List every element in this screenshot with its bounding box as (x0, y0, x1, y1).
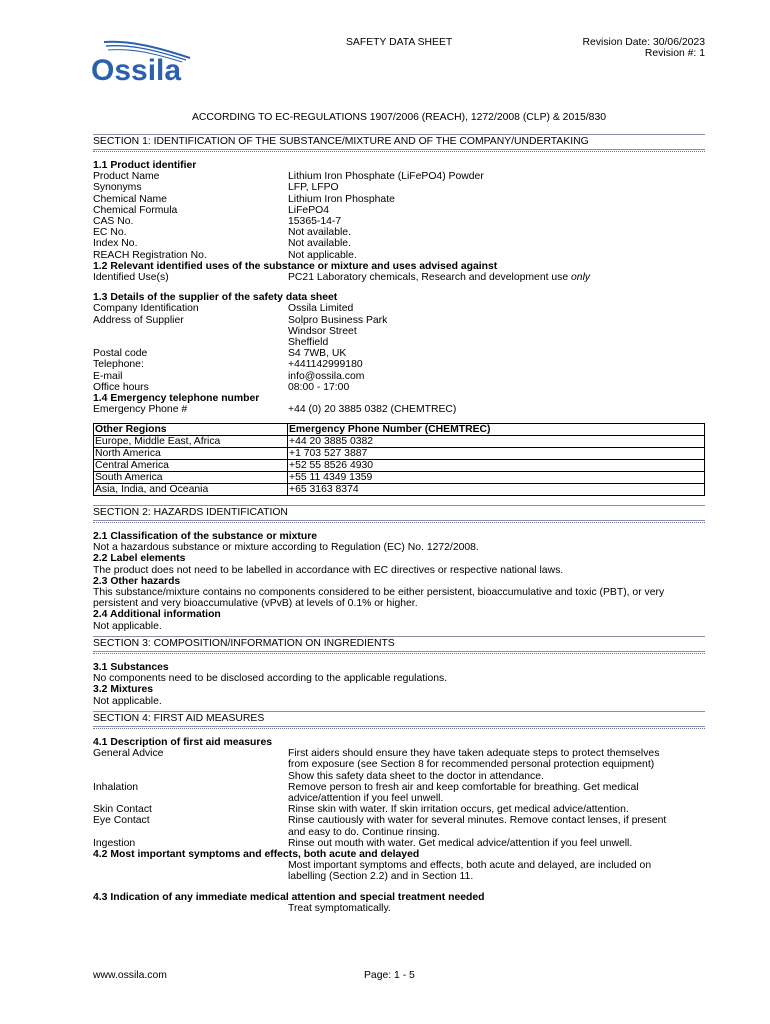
subsection-heading: 2.2 Label elements (93, 553, 186, 565)
revision-info (583, 37, 705, 59)
paragraph: This substance/mixture contains no components considered to be either persistent, bioaccumulative and toxic (PBT), or very (93, 587, 665, 599)
list-item: Postal code S4 7WB, UK (93, 348, 347, 360)
table-row: Asia, India, and Oceania +65 3163 8374 (94, 484, 705, 496)
list-item: Synonyms LFP, LFPO (93, 182, 339, 194)
subsection-heading: 1.1 Product identifier (93, 160, 197, 171)
regulations-line: ACCORDING TO EC-REGULATIONS 1907/2006 (REACH), 1272/2008 (CLP) & 2015/830 (191, 112, 607, 123)
paragraph: Not a hazardous substance or mixture according to Regulation (EC) No. 1272/2008. (93, 542, 479, 554)
identified-uses-row: Identified Use(s) PC21 Laboratory chemicals, Research and development use only (93, 272, 591, 284)
table-row: Europe, Middle East, Africa +44 20 3885 0382 (94, 436, 705, 448)
address-row: Address of Supplier Solpro Business Park Windsor Street Sheffield (93, 314, 388, 349)
paragraph: Not applicable. (93, 695, 162, 707)
list-item: Chemical Formula LiFePO4 (93, 204, 330, 216)
subsection-heading: 4.3 Indication of any immediate medical attention and special treatment needed (93, 891, 485, 903)
skin-contact-row: Skin Contact Rinse skin with water. If skin irritation occurs, get medical advice/attention. (93, 804, 629, 816)
subsection-heading: 4.1 Description of first aid measures (93, 737, 273, 748)
paragraph: No components need to be disclosed according to the applicable regulations. (93, 673, 448, 685)
subsection-heading: 3.1 Substances (93, 662, 169, 673)
paragraph: The product does not need to be labelled in accordance with EC directives or respective national laws. (93, 564, 564, 576)
footer-website: www.ossila.com (93, 970, 167, 981)
list-item: E-mail info@ossila.com (93, 370, 365, 382)
subsection-heading: 1.3 Details of the supplier of the safety data sheet (93, 292, 338, 304)
list-item: Office hours 08:00 - 17:00 (93, 381, 350, 393)
company-row: Company Identification Ossila Limited (93, 303, 354, 315)
section-2 (93, 505, 705, 632)
section-title: SECTION 2: HAZARDS IDENTIFICATION (93, 505, 705, 521)
eye-contact-row: Eye Contact Rinse cautiously with water for several minutes. Remove contact lenses, if present and easy to do. Continue rinsing. (93, 815, 667, 838)
paragraph: Not applicable. (93, 620, 162, 632)
subsection-heading: 2.4 Additional information (93, 609, 221, 621)
logo-text: Ossila (91, 54, 182, 82)
list-item: REACH Registration No. Not applicable. (93, 249, 357, 261)
subsection-heading: 2.3 Other hazards (93, 575, 181, 587)
table-row: North America +1 703 527 3887 (94, 448, 705, 460)
section-title: SECTION 3: COMPOSITION/INFORMATION ON INGREDIENTS (93, 636, 705, 652)
revision-date: Revision Date: 30/06/2023 (582, 37, 705, 48)
list-item: Index No. Not available. (93, 238, 351, 250)
section-3 (93, 636, 705, 707)
ingestion-row: Ingestion Rinse out mouth with water. Get medical advice/attention if you feel unwell. (93, 837, 633, 849)
table-row: Central America +52 55 8526 4930 (94, 460, 705, 472)
list-item: EC No. Not available. (93, 227, 351, 239)
footer-page-number: Page: 1 - 5 (364, 970, 415, 981)
doc-title: SAFETY DATA SHEET (346, 37, 453, 48)
supplier-list (93, 348, 705, 393)
revision-number: Revision #: 1 (644, 48, 705, 60)
list-item: CAS No. 15365-14-7 (93, 216, 342, 228)
paragraph: persistent and very bioaccumulative (vPvB) at levels of 0.1% or higher. (93, 598, 418, 610)
subsection-heading: 1.2 Relevant identified uses of the substance or mixture and uses advised against (93, 260, 498, 272)
subsection-heading: 4.2 Most important symptoms and effects, both acute and delayed (93, 849, 420, 861)
table-header-row: Other Regions Emergency Phone Number (CHEMTREC) (94, 424, 705, 436)
logo-swoosh-icon (90, 38, 200, 82)
product-identifier-list (93, 171, 705, 261)
ossila-logo (90, 38, 200, 82)
table-row: South America +55 11 4349 1359 (94, 472, 705, 484)
section-title: SECTION 1: IDENTIFICATION OF THE SUBSTANCE/MIXTURE AND OF THE COMPANY/UNDERTAKING (93, 134, 705, 150)
emergency-regions-table (93, 423, 705, 496)
list-item: Product Name Lithium Iron Phosphate (LiFePO4) Powder (93, 171, 484, 183)
subsection-heading: 2.1 Classification of the substance or mixture (93, 531, 318, 542)
list-item: Telephone: +441142999180 (93, 359, 363, 371)
subsection-heading: 3.2 Mixtures (93, 684, 154, 696)
section-1 (93, 134, 705, 496)
emergency-phone-row: Emergency Phone # +44 (0) 20 3885 0382 (CHEMTREC) (93, 404, 457, 416)
list-item: Chemical Name Lithium Iron Phosphate (93, 193, 395, 205)
subsection-heading: 1.4 Emergency telephone number (93, 393, 260, 405)
treatment-row: Treat symptomatically. (288, 902, 391, 914)
inhalation-row: Inhalation Remove person to fresh air and keep comfortable for breathing. Get medical advice/attention if you feel unwell. (93, 781, 639, 805)
section-4 (93, 711, 705, 914)
symptoms-row: Most important symptoms and effects, both acute and delayed, are included on labelling (Section 2.2) and in Section 11. (288, 860, 652, 883)
general-advice-row: General Advice First aiders should ensure they have taken adequate steps to protect themselves from exposure (see Section 8 for recommended personal protection equipment) Show this safety data sheet to the doctor in attendance. (93, 748, 660, 782)
section-title: SECTION 4: FIRST AID MEASURES (93, 711, 705, 727)
